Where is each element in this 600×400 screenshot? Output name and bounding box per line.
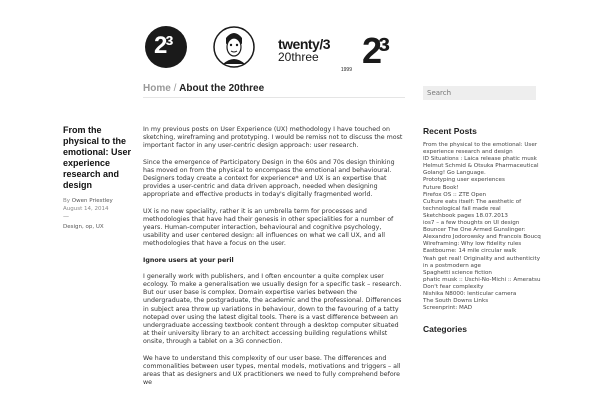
logo-text-line1: twenty/3 — [278, 36, 331, 52]
recent-post-link[interactable]: Sketchbook pages 18.07.2013 — [423, 212, 508, 219]
recent-post-link[interactable]: phatic musk :: Uschi-No-Michi :: Ameratsu — [423, 276, 541, 283]
recent-post-link[interactable]: Future Book! — [423, 184, 459, 191]
recent-post-link[interactable]: Nishika N8000: lenticular camera — [423, 290, 517, 297]
post-paragraph: Since the emergence of Participatory Design in the 60s and 70s design thinking has moved on from the physical to encompass the emotional and behavioural. Designers today create a context for experience* and UX is an expertise that provides a user-centric and data driven approach, needed when designing appropriate and effective products in today's digitally fragmented world. — [143, 158, 395, 199]
recent-post-link[interactable]: Eastbourne: 14 mile circular walk — [423, 248, 517, 255]
post-paragraph: UX is no new speciality, rather it is an umbrella term for processes and methodologies that have had their genesis in other specialities for a number of years. Human-computer interaction, behavioural and cognitive psychology, usability and user centered design: all influences on what we call UX, and all methodologies that have a focus on the user. — [143, 207, 394, 248]
logo-23-circle[interactable] — [145, 26, 187, 68]
post-content — [143, 126, 405, 395]
post-title[interactable]: From the physical to the emotional: User experience research and design — [63, 125, 132, 190]
recent-post-link[interactable]: Helmut Schmid & Otsuka Pharmaceutical — [423, 163, 539, 170]
recent-post-link[interactable]: Yeah get real! Originality and authenticity in a postmodern age — [423, 255, 541, 269]
post-paragraph: I generally work with publishers, and I often encounter a quite complex user ecology. To make a generalisation we usually design for a specific task – research. But our user base is complex. Domain expertise varies between the undergraduate, the postgraduate, the academic and the professional. Differences in subject area throw up variations in behaviour, down to the favouring of a tatty notepad over using the latest digital tools. There is a vast difference between an undergraduate accessing textbook content through a desktop computer situated at their university library to an architect accessing building regulations whilst onsite, through a tablet on a 3G connection. — [143, 272, 402, 346]
recent-post-link[interactable]: Prototyping user experiences — [423, 177, 505, 184]
post-paragraph: In my previous posts on User Experience (UX) methodology I have touched on sketching, wireframing and prototyping. I would be remiss not to discuss the most important factor in any user-centric design approach: user research. — [143, 126, 403, 150]
recent-post-link[interactable]: Wireframing: Why low fidelity rules — [423, 241, 522, 248]
header-divider — [143, 97, 405, 98]
breadcrumb-home-link[interactable]: Home — [143, 83, 171, 94]
recent-post-link[interactable]: The South Downs Links — [423, 298, 489, 305]
post-paragraph: We have to understand this complexity of our user base. The differences and commonalities between user types, mental models, motivations and triggers – all areas that as designers and UX practitioners we need to fully comprehend before we — [143, 354, 401, 387]
recent-post-link[interactable]: Bouncer The One Armed Gunslinger: Alexandro Jodorowsky and Francois Boucq — [423, 227, 541, 241]
categories-heading: Categories — [423, 324, 467, 335]
logo-year: 1999 — [340, 67, 352, 73]
post-author-link[interactable]: Owen Priestley — [71, 198, 113, 204]
recent-post-link[interactable]: Don't fear complexity — [423, 283, 484, 290]
recent-post-link[interactable]: Culture eats itself: The aesthetic of technological fail made real — [423, 198, 522, 212]
logo-23-large[interactable]: 2³ — [362, 30, 387, 71]
sidebar — [423, 126, 543, 340]
recent-post-link[interactable]: Golang! Go Language. — [423, 170, 486, 177]
logo-23-text: 2³ — [154, 32, 172, 59]
post-byline — [63, 198, 138, 213]
recent-post-link[interactable]: Firefox OS :: ZTE Open — [423, 191, 487, 198]
search-input[interactable] — [423, 86, 536, 100]
recent-post-link[interactable]: From the physical to the emotional: User experience research and design — [423, 142, 538, 156]
breadcrumb-separator: / — [173, 83, 180, 94]
breadcrumb-current-link[interactable]: About the 20three — [179, 83, 265, 94]
recent-post-link[interactable]: ios7 – a few thoughts on UI design — [423, 220, 520, 227]
logo-twenty3-wordmark[interactable] — [278, 36, 358, 73]
site-header — [0, 0, 600, 82]
post-date: August 14, 2014 — [63, 205, 109, 212]
recent-post-link[interactable]: Spaghetti science fiction — [423, 269, 492, 276]
logo-text-line2: 20three — [278, 50, 319, 64]
recent-posts-heading: Recent Posts — [423, 126, 477, 136]
meta-dash: — — [63, 213, 69, 220]
recent-posts-list — [423, 142, 543, 312]
logo-portrait-icon[interactable] — [213, 24, 255, 70]
post-meta — [63, 125, 138, 230]
byline-by: By — [63, 198, 71, 204]
recent-post-link[interactable]: ID Situations : Laica release phatic musk — [423, 156, 537, 163]
recent-post-link[interactable]: Screenprint: MAD — [423, 305, 472, 312]
post-subheading: Ignore users at your peril — [143, 256, 234, 264]
post-categories[interactable]: Design, op, UX — [63, 224, 104, 230]
